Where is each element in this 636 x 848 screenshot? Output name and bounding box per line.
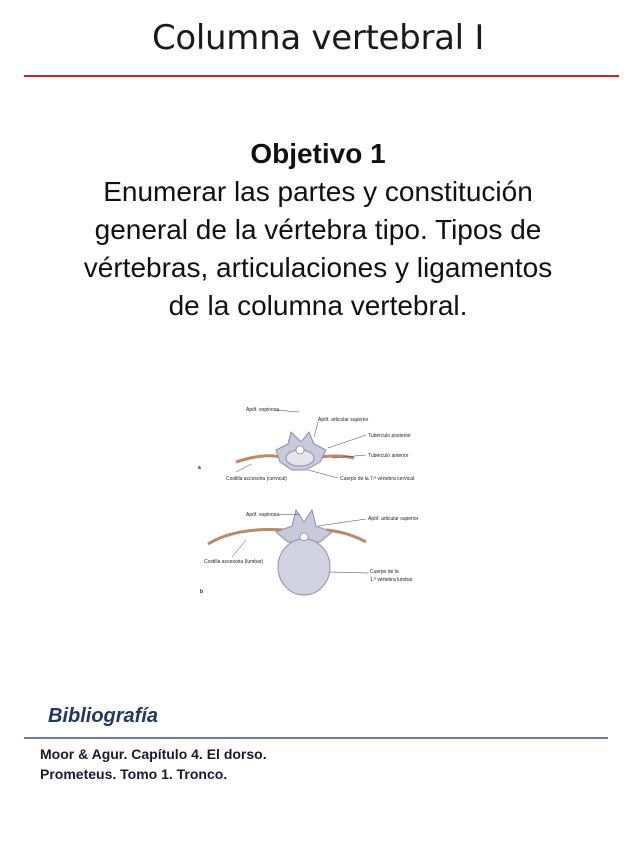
bibliography-heading: Bibliografía bbox=[48, 705, 159, 727]
objective-line: vértebras, articulaciones y ligamentos bbox=[83, 252, 553, 283]
lumbar-rib-left bbox=[208, 530, 284, 544]
label-tuberculo-anterior: Tubérculo anterior bbox=[368, 453, 409, 459]
cervical-rib-left bbox=[236, 456, 284, 462]
bibliography-item: Prometeus. Tomo 1. Tronco. bbox=[40, 766, 228, 782]
vertebral-foramen bbox=[296, 446, 304, 454]
objective-line: Enumerar las partes y constitución bbox=[103, 176, 533, 207]
vertebra-illustration bbox=[196, 392, 446, 602]
label-cuerpo-cervical: Cuerpo de la 7.ª vértebra cervical bbox=[340, 476, 415, 482]
objective-line: de la columna vertebral. bbox=[168, 290, 468, 321]
label-costilla-lumbar: Costilla accesoria (lumbar) bbox=[204, 559, 264, 565]
panel-a-marker: a bbox=[198, 465, 201, 471]
slide-title: Columna vertebral I bbox=[151, 18, 485, 58]
label-apof-espinosa-b: Apóf. espinosa bbox=[246, 512, 280, 518]
label-apof-articular-a: Apóf. articular superior bbox=[318, 417, 369, 423]
label-tuberculo-posterior: Tubérculo posterior bbox=[368, 433, 411, 439]
panel-b-marker: b bbox=[200, 589, 204, 595]
label-cuerpo-lumbar-1: Cuerpo de la bbox=[370, 569, 399, 575]
bibliography-item: Moor & Agur. Capítulo 4. El dorso. bbox=[40, 746, 267, 762]
lumbar-foramen bbox=[300, 533, 308, 541]
bibliography-list bbox=[40, 744, 267, 784]
bibliography-divider bbox=[24, 737, 608, 739]
panel-a bbox=[198, 407, 414, 482]
lumbar-vertebral-body bbox=[278, 539, 330, 595]
objective-line: general de la vértebra tipo. Tipos de bbox=[94, 214, 542, 245]
label-apof-articular-b: Apóf. articular superior bbox=[368, 516, 419, 522]
title-divider bbox=[24, 75, 619, 77]
label-cuerpo-lumbar-2: 1.ª vértebra lumbar bbox=[370, 577, 413, 583]
vertebra-figure bbox=[196, 392, 446, 602]
label-apof-espinosa-a: Apóf. espinosa bbox=[246, 407, 280, 413]
label-costilla-cervical: Costilla accesoria (cervical) bbox=[226, 476, 287, 482]
objective-heading: Objetivo 1 bbox=[250, 138, 386, 169]
objective-block bbox=[30, 135, 606, 325]
panel-b bbox=[200, 510, 419, 595]
